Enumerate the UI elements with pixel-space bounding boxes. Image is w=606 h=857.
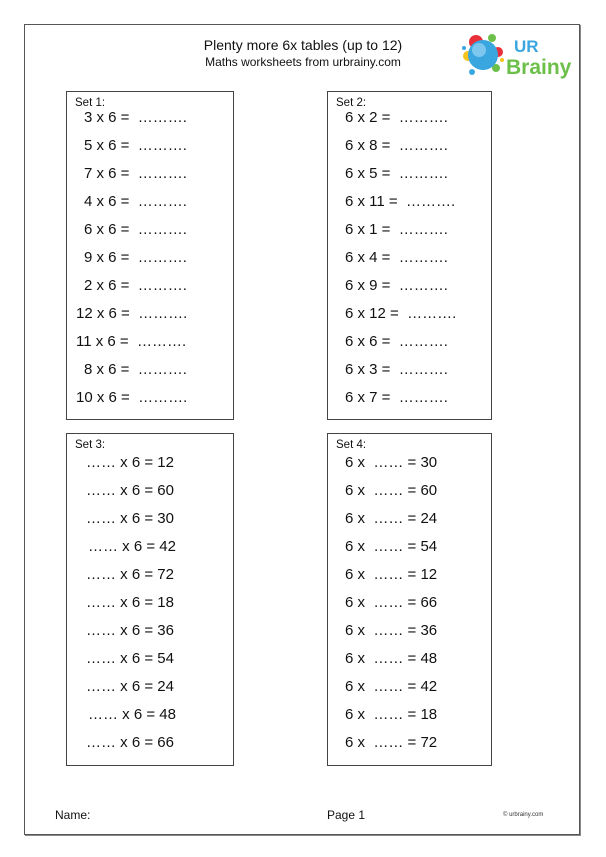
question-row: …… x 6 = 48 bbox=[88, 706, 176, 723]
question-row: …… x 6 = 12 bbox=[86, 454, 174, 471]
question-row: …… x 6 = 60 bbox=[86, 482, 174, 499]
question-row: 6 x 6 = ………. bbox=[345, 333, 448, 350]
question-row: …… x 6 = 18 bbox=[86, 594, 174, 611]
urbrainy-logo bbox=[462, 30, 580, 82]
question-row: 6 x 6 = ………. bbox=[84, 221, 187, 238]
set-label: Set 1: bbox=[75, 97, 106, 109]
question-row: …… x 6 = 42 bbox=[88, 538, 176, 555]
question-row: 6 x …… = 60 bbox=[345, 482, 438, 499]
question-row: …… x 6 = 66 bbox=[86, 734, 174, 751]
brain-balloon-icon bbox=[462, 30, 580, 82]
question-row: …… x 6 = 36 bbox=[86, 622, 174, 639]
question-row: 6 x …… = 30 bbox=[345, 454, 438, 471]
question-row: 7 x 6 = ………. bbox=[84, 165, 187, 182]
question-row: 2 x 6 = ………. bbox=[84, 277, 187, 294]
question-row: 6 x 11 = ………. bbox=[345, 193, 456, 210]
question-row: 6 x …… = 18 bbox=[345, 706, 438, 723]
set-label: Set 3: bbox=[75, 439, 106, 451]
question-row: 10 x 6 = ………. bbox=[76, 389, 188, 406]
question-row: 3 x 6 = ………. bbox=[84, 109, 187, 126]
set-label: Set 4: bbox=[336, 439, 367, 451]
set-1-box bbox=[66, 91, 234, 420]
question-row: 6 x …… = 36 bbox=[345, 622, 438, 639]
question-row: 6 x 9 = ………. bbox=[345, 277, 448, 294]
question-row: …… x 6 = 54 bbox=[86, 650, 174, 667]
question-row: 11 x 6 = ………. bbox=[76, 333, 187, 350]
question-row: 6 x …… = 48 bbox=[345, 650, 438, 667]
question-row: 8 x 6 = ………. bbox=[84, 361, 187, 378]
worksheet-subtitle: Maths worksheets from urbrainy.com bbox=[205, 55, 401, 69]
question-row: 6 x 3 = ………. bbox=[345, 361, 448, 378]
question-row: 6 x …… = 12 bbox=[345, 566, 438, 583]
question-row: …… x 6 = 24 bbox=[86, 678, 174, 695]
question-row: 6 x 7 = ………. bbox=[345, 389, 448, 406]
question-row: 6 x …… = 66 bbox=[345, 594, 438, 611]
question-row: 6 x …… = 24 bbox=[345, 510, 438, 527]
question-row: 6 x 4 = ………. bbox=[345, 249, 448, 266]
question-row: 6 x …… = 42 bbox=[345, 678, 438, 695]
question-row: 6 x …… = 72 bbox=[345, 734, 438, 751]
question-row: 9 x 6 = ………. bbox=[84, 249, 187, 266]
question-row: 12 x 6 = ………. bbox=[76, 305, 188, 322]
question-row: 6 x 2 = ………. bbox=[345, 109, 448, 126]
question-row: 6 x 8 = ………. bbox=[345, 137, 448, 154]
copyright-text: © urbrainy.com bbox=[503, 812, 544, 818]
set-3-box bbox=[66, 433, 234, 766]
worksheet-title: Plenty more 6x tables (up to 12) bbox=[203, 37, 403, 53]
question-row: 6 x 12 = ………. bbox=[345, 305, 457, 322]
set-label: Set 2: bbox=[336, 97, 367, 109]
question-row: 6 x 1 = ………. bbox=[345, 221, 448, 238]
question-row: 4 x 6 = ………. bbox=[84, 193, 187, 210]
question-row: 6 x 5 = ………. bbox=[345, 165, 448, 182]
page-number: Page 1 bbox=[327, 808, 366, 822]
question-row: …… x 6 = 30 bbox=[86, 510, 174, 527]
question-row: 6 x …… = 54 bbox=[345, 538, 438, 555]
set-4-box bbox=[327, 433, 492, 766]
set-2-box bbox=[327, 91, 492, 420]
svg-text:Brainy: Brainy bbox=[506, 56, 572, 79]
question-row: …… x 6 = 72 bbox=[86, 566, 174, 583]
svg-text:UR: UR bbox=[514, 37, 539, 56]
name-label: Name: bbox=[55, 808, 91, 822]
question-row: 5 x 6 = ………. bbox=[84, 137, 187, 154]
